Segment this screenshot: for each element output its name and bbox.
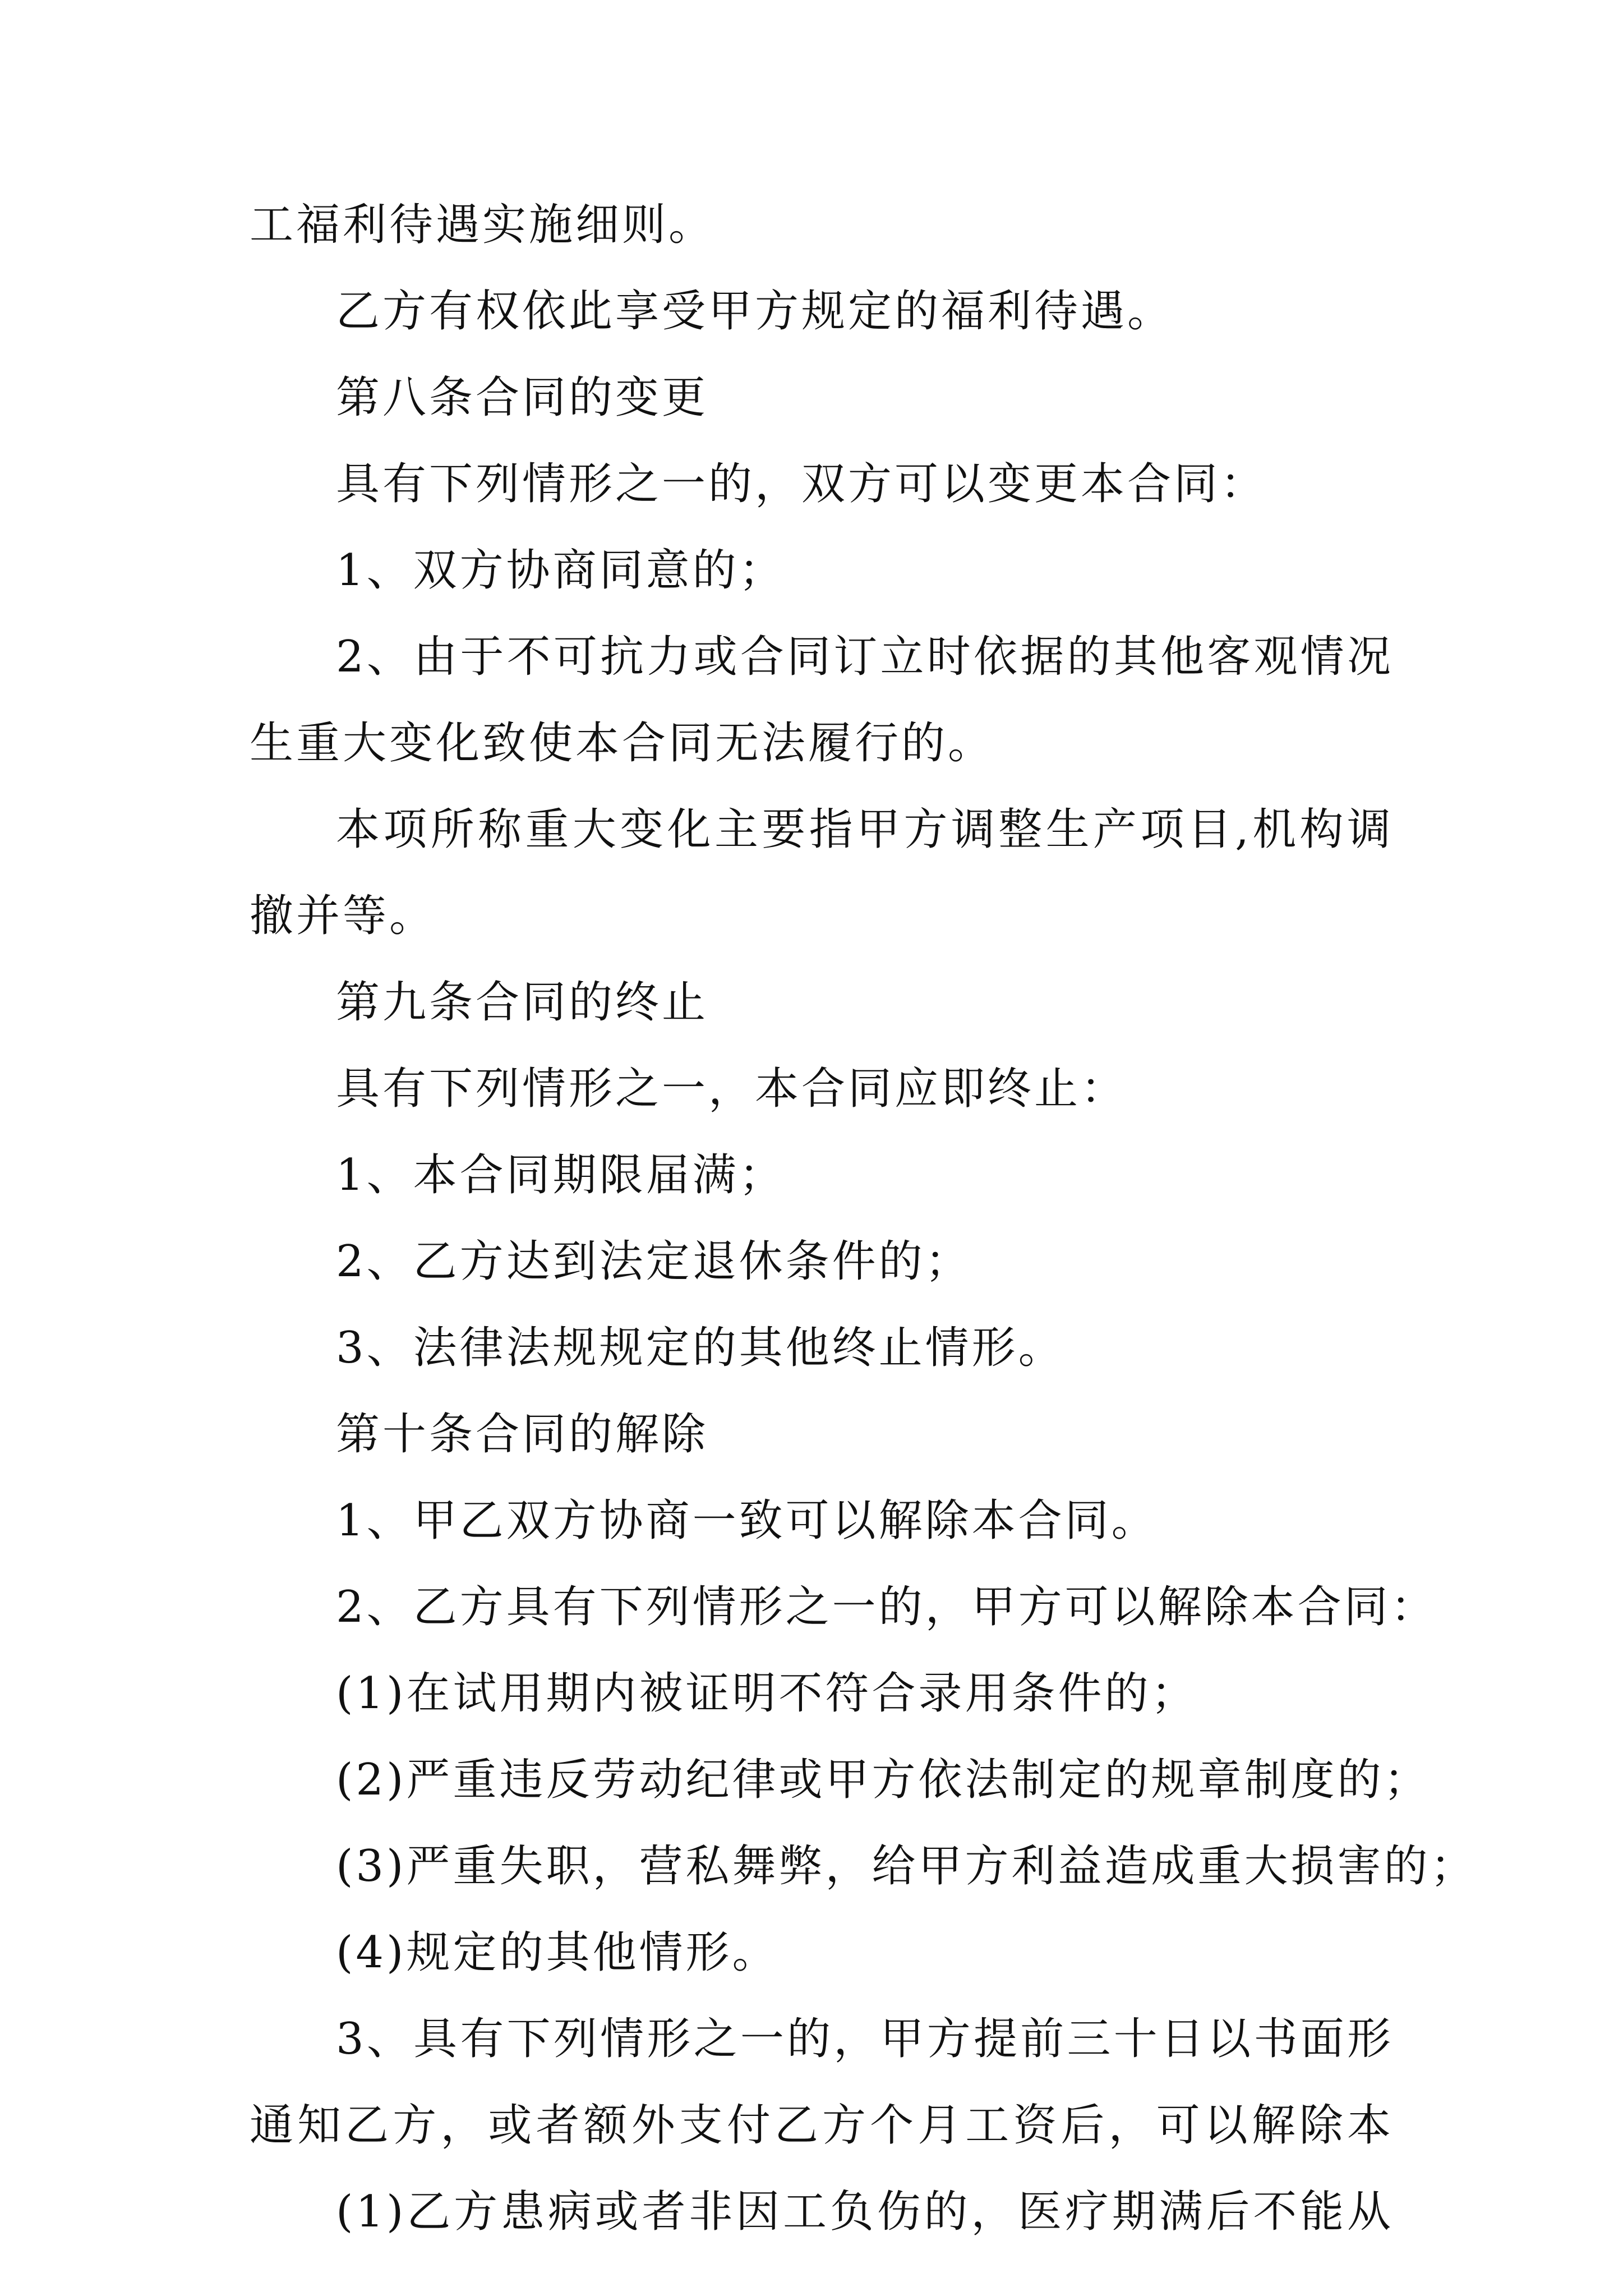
text-line: 具有下列情形之一的，双方可以变更本合同： bbox=[336, 459, 1267, 509]
list-item: 1、本合同期限届满； bbox=[336, 1150, 786, 1200]
text-line: 撤并等。 bbox=[250, 891, 436, 941]
list-item: 2、乙方达到法定退休条件的； bbox=[336, 1236, 972, 1287]
list-item: 3、具有下列情形之一的，甲方提前三十日以书面形 bbox=[336, 2014, 1394, 2064]
text-line: 生重大变化致使本合同无法履行的。 bbox=[250, 718, 995, 769]
list-item: 1、甲乙双方协商一致可以解除本合同。 bbox=[336, 1496, 1158, 1546]
text-line: 通知乙方，或者额外支付乙方个月工资后，可以解除本 bbox=[250, 2100, 1394, 2151]
list-item: 1、双方协商同意的； bbox=[336, 545, 786, 596]
text-line: 工福利待遇实施细则。 bbox=[250, 200, 716, 250]
list-item: 2、乙方具有下列情形之一的，甲方可以解除本合同： bbox=[336, 1582, 1437, 1632]
list-item: (1)乙方患病或者非因工负伤的，医疗期满后不能从 bbox=[336, 2187, 1394, 2237]
section-heading: 第八条合同的变更 bbox=[336, 372, 709, 423]
list-item: (4)规定的其他情形。 bbox=[336, 1927, 779, 1978]
list-item: (2)严重违反劳动纪律或甲方依法制定的规章制度的； bbox=[336, 1755, 1431, 1805]
text-line: 具有下列情形之一，本合同应即终止： bbox=[336, 1064, 1128, 1114]
list-item: 3、法律法规规定的其他终止情形。 bbox=[336, 1323, 1065, 1373]
document-body bbox=[250, 199, 1477, 2272]
text-line: 本项所称重大变化主要指甲方调整生产项目,机构调 bbox=[336, 804, 1394, 855]
list-item: 2、由于不可抗力或合同订立时依据的其他客观情况 bbox=[336, 632, 1394, 682]
list-item: (3)严重失职，营私舞弊，给甲方利益造成重大损害的； bbox=[336, 1841, 1477, 1892]
text-line: 乙方有权依此享受甲方规定的福利待遇。 bbox=[336, 286, 1174, 337]
section-heading: 第九条合同的终止 bbox=[336, 977, 709, 1028]
list-item: (1)在试用期内被证明不符合录用条件的； bbox=[336, 1668, 1198, 1719]
section-heading: 第十条合同的解除 bbox=[336, 1409, 709, 1460]
